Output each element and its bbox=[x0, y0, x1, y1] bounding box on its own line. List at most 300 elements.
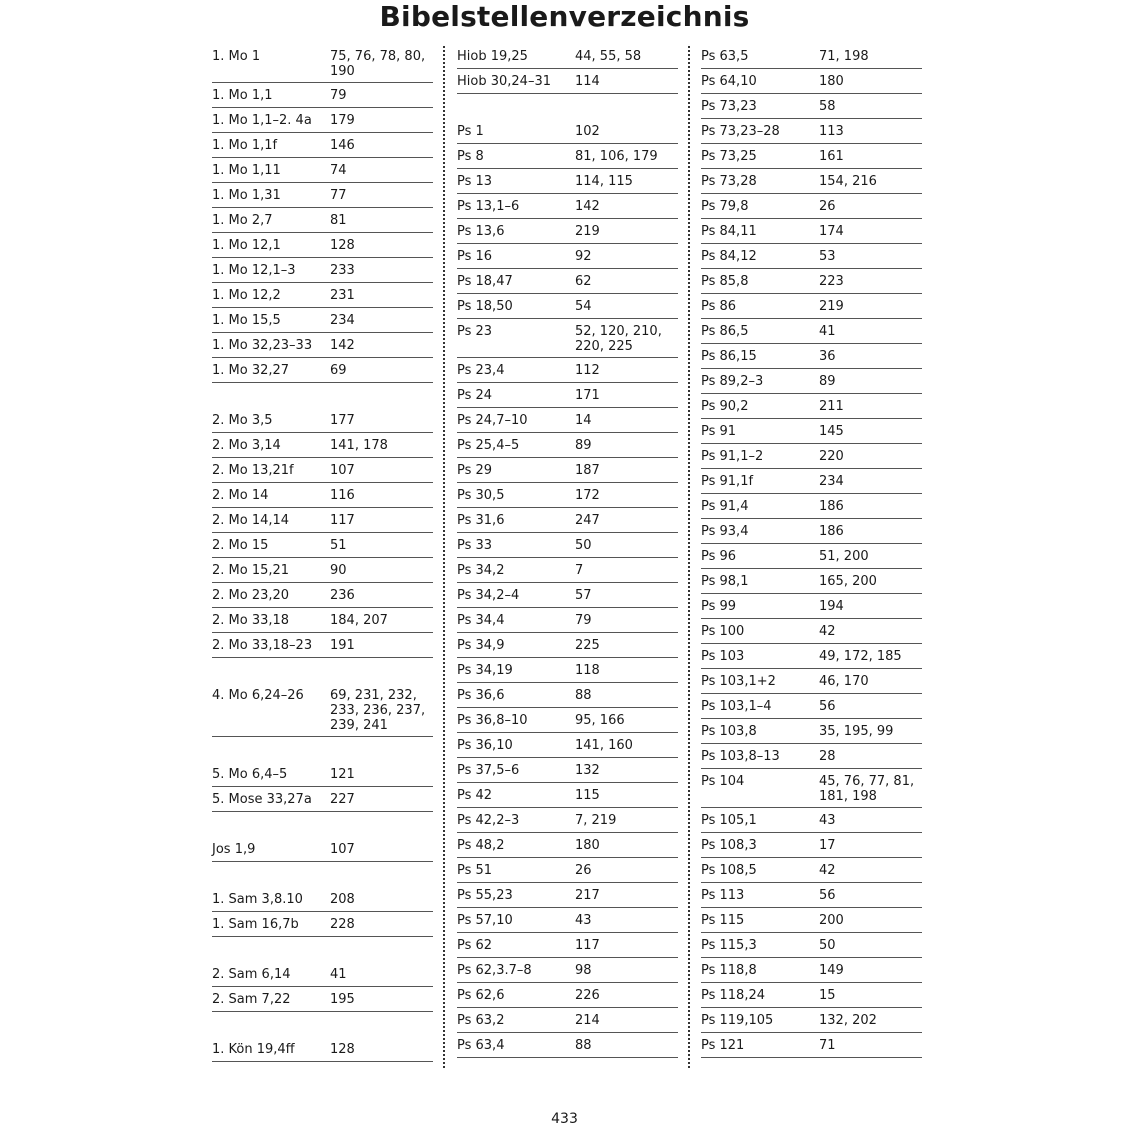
index-entry bbox=[212, 283, 433, 308]
index-entry bbox=[212, 333, 433, 358]
index-entry bbox=[701, 419, 922, 444]
index-entry bbox=[457, 533, 678, 558]
bible-reference: 1. Mo 1,1 bbox=[212, 88, 273, 103]
bible-reference: Ps 63,5 bbox=[701, 49, 749, 64]
page-references: 128 bbox=[330, 238, 355, 253]
index-entry bbox=[457, 508, 678, 533]
page-references: 142 bbox=[575, 199, 600, 214]
index-entry bbox=[212, 608, 433, 633]
page-references: 179 bbox=[330, 113, 355, 128]
page-references: 50 bbox=[819, 938, 836, 953]
index-column-1 bbox=[212, 44, 433, 1062]
page-references: 58 bbox=[819, 99, 836, 114]
index-entry bbox=[701, 94, 922, 119]
index-entry bbox=[701, 369, 922, 394]
index-entry bbox=[701, 744, 922, 769]
index-entry bbox=[701, 544, 922, 569]
page-references: 161 bbox=[819, 149, 844, 164]
bible-reference: Ps 86,5 bbox=[701, 324, 749, 339]
bible-reference: 1. Mo 1,31 bbox=[212, 188, 281, 203]
page-references: 69 bbox=[330, 363, 347, 378]
section-spacer bbox=[212, 737, 433, 762]
bible-reference: Ps 34,9 bbox=[457, 638, 505, 653]
index-entry bbox=[212, 133, 433, 158]
index-entry bbox=[457, 683, 678, 708]
index-entry bbox=[457, 708, 678, 733]
index-entry bbox=[701, 908, 922, 933]
bible-reference: Ps 98,1 bbox=[701, 574, 749, 589]
page-references: 114 bbox=[575, 74, 600, 89]
page-references: 62 bbox=[575, 274, 592, 289]
bible-reference: Ps 73,23 bbox=[701, 99, 757, 114]
page-references: 145 bbox=[819, 424, 844, 439]
index-entry bbox=[212, 183, 433, 208]
index-entry bbox=[701, 469, 922, 494]
page-references: 177 bbox=[330, 413, 355, 428]
index-entry bbox=[457, 244, 678, 269]
bible-reference: Ps 13,1–6 bbox=[457, 199, 520, 214]
page-references: 53 bbox=[819, 249, 836, 264]
index-entry bbox=[457, 169, 678, 194]
page-references: 128 bbox=[330, 1042, 355, 1057]
page-references: 141, 178 bbox=[330, 438, 388, 453]
page-references: 26 bbox=[575, 863, 592, 878]
page-references: 234 bbox=[819, 474, 844, 489]
page-references: 116 bbox=[330, 488, 355, 503]
page-references: 43 bbox=[575, 913, 592, 928]
page-references: 180 bbox=[819, 74, 844, 89]
bible-reference: Ps 36,10 bbox=[457, 738, 513, 753]
bible-reference: Ps 24,7–10 bbox=[457, 413, 528, 428]
bible-reference: 2. Mo 14,14 bbox=[212, 513, 290, 528]
bible-reference: Ps 104 bbox=[701, 774, 745, 789]
page-references: 74 bbox=[330, 163, 347, 178]
page-references: 98 bbox=[575, 963, 592, 978]
page-references: 51, 200 bbox=[819, 549, 869, 564]
page-references: 42 bbox=[819, 863, 836, 878]
index-entry bbox=[457, 583, 678, 608]
index-entry bbox=[701, 958, 922, 983]
page-references: 42 bbox=[819, 624, 836, 639]
index-entry bbox=[701, 494, 922, 519]
column-divider bbox=[443, 46, 445, 1068]
index-entry bbox=[457, 783, 678, 808]
page-references: 35, 195, 99 bbox=[819, 724, 894, 739]
index-entry bbox=[212, 308, 433, 333]
bible-reference: 2. Mo 15,21 bbox=[212, 563, 290, 578]
page-references: 49, 172, 185 bbox=[819, 649, 902, 664]
index-entry bbox=[457, 983, 678, 1008]
page-references: 186 bbox=[819, 499, 844, 514]
bible-reference: Ps 93,4 bbox=[701, 524, 749, 539]
page-references: 208 bbox=[330, 892, 355, 907]
page-references: 71 bbox=[819, 1038, 836, 1053]
index-entry bbox=[212, 533, 433, 558]
index-entry bbox=[212, 233, 433, 258]
page-references: 102 bbox=[575, 124, 600, 139]
page-references: 154, 216 bbox=[819, 174, 877, 189]
index-entry bbox=[701, 269, 922, 294]
bible-reference: Ps 85,8 bbox=[701, 274, 749, 289]
page-references: 115 bbox=[575, 788, 600, 803]
bible-reference: Ps 90,2 bbox=[701, 399, 749, 414]
index-entry bbox=[212, 787, 433, 812]
page-references: 118 bbox=[575, 663, 600, 678]
index-entry bbox=[457, 758, 678, 783]
bible-reference: Ps 18,47 bbox=[457, 274, 513, 289]
page-references: 54 bbox=[575, 299, 592, 314]
bible-reference: Ps 62,3.7–8 bbox=[457, 963, 532, 978]
bible-reference: 2. Sam 6,14 bbox=[212, 967, 291, 982]
index-entry bbox=[212, 762, 433, 787]
page-references: 90 bbox=[330, 563, 347, 578]
index-entry bbox=[457, 1008, 678, 1033]
section-spacer bbox=[212, 658, 433, 683]
index-column-3 bbox=[701, 44, 922, 1058]
page-references: 41 bbox=[819, 324, 836, 339]
index-entry bbox=[212, 558, 433, 583]
page-references: 194 bbox=[819, 599, 844, 614]
index-entry bbox=[701, 933, 922, 958]
index-entry bbox=[457, 144, 678, 169]
bible-reference: Ps 37,5–6 bbox=[457, 763, 520, 778]
bible-reference: 1. Kön 19,4ff bbox=[212, 1042, 295, 1057]
bible-reference: Ps 84,12 bbox=[701, 249, 757, 264]
bible-reference: Hiob 19,25 bbox=[457, 49, 528, 64]
page-references: 43 bbox=[819, 813, 836, 828]
bible-reference: Ps 113 bbox=[701, 888, 745, 903]
index-entry bbox=[701, 883, 922, 908]
bible-reference: Ps 64,10 bbox=[701, 74, 757, 89]
index-entry bbox=[212, 208, 433, 233]
index-entry bbox=[212, 962, 433, 987]
page-references: 219 bbox=[819, 299, 844, 314]
index-entry bbox=[212, 1037, 433, 1062]
bible-reference: 1. Mo 1 bbox=[212, 49, 261, 64]
bible-reference: Ps 13,6 bbox=[457, 224, 505, 239]
index-column-2 bbox=[457, 44, 678, 1058]
page-references: 92 bbox=[575, 249, 592, 264]
index-entry bbox=[457, 294, 678, 319]
page-references: 172 bbox=[575, 488, 600, 503]
page-references: 69, 231, 232, 233, 236, 237, 239, 241 bbox=[330, 688, 426, 733]
page-references: 79 bbox=[575, 613, 592, 628]
index-entry bbox=[701, 719, 922, 744]
index-entry bbox=[701, 858, 922, 883]
page-references: 132 bbox=[575, 763, 600, 778]
page-references: 200 bbox=[819, 913, 844, 928]
bible-reference: Ps 118,24 bbox=[701, 988, 766, 1003]
index-entry bbox=[457, 69, 678, 94]
bible-reference: Ps 57,10 bbox=[457, 913, 513, 928]
index-entry bbox=[212, 408, 433, 433]
bible-reference: 1. Mo 12,1–3 bbox=[212, 263, 296, 278]
page-references: 77 bbox=[330, 188, 347, 203]
page-references: 180 bbox=[575, 838, 600, 853]
bible-reference: Ps 48,2 bbox=[457, 838, 505, 853]
index-entry bbox=[701, 69, 922, 94]
bible-reference: Ps 16 bbox=[457, 249, 493, 264]
bible-reference: Ps 51 bbox=[457, 863, 493, 878]
page-references: 149 bbox=[819, 963, 844, 978]
index-entry bbox=[701, 808, 922, 833]
bible-reference: Ps 30,5 bbox=[457, 488, 505, 503]
bible-reference: Hiob 30,24–31 bbox=[457, 74, 551, 89]
page-references: 146 bbox=[330, 138, 355, 153]
page-references: 195 bbox=[330, 992, 355, 1007]
bible-reference: Ps 63,4 bbox=[457, 1038, 505, 1053]
section-spacer bbox=[212, 862, 433, 887]
bible-reference: Ps 42,2–3 bbox=[457, 813, 520, 828]
index-entry bbox=[701, 44, 922, 69]
page-references: 56 bbox=[819, 888, 836, 903]
page-references: 219 bbox=[575, 224, 600, 239]
index-entry bbox=[701, 219, 922, 244]
bible-reference: Ps 33 bbox=[457, 538, 493, 553]
page-references: 121 bbox=[330, 767, 355, 782]
index-entry bbox=[701, 194, 922, 219]
index-entry bbox=[701, 644, 922, 669]
index-entry bbox=[457, 219, 678, 244]
bible-reference: Ps 86,15 bbox=[701, 349, 757, 364]
page-references: 51 bbox=[330, 538, 347, 553]
page-references: 26 bbox=[819, 199, 836, 214]
bible-reference: 1. Mo 15,5 bbox=[212, 313, 281, 328]
index-entry bbox=[457, 44, 678, 69]
bible-reference: Ps 73,23–28 bbox=[701, 124, 780, 139]
page-references: 46, 170 bbox=[819, 674, 869, 689]
index-entry bbox=[212, 44, 433, 83]
bible-reference: Ps 91,1–2 bbox=[701, 449, 764, 464]
page-references: 107 bbox=[330, 842, 355, 857]
page-references: 227 bbox=[330, 792, 355, 807]
page-references: 36 bbox=[819, 349, 836, 364]
bible-reference: Ps 99 bbox=[701, 599, 737, 614]
bible-reference: Ps 108,3 bbox=[701, 838, 757, 853]
bible-reference: Ps 34,2–4 bbox=[457, 588, 520, 603]
page-references: 114, 115 bbox=[575, 174, 633, 189]
bible-reference: 1. Mo 12,2 bbox=[212, 288, 281, 303]
index-entry bbox=[212, 887, 433, 912]
page-references: 15 bbox=[819, 988, 836, 1003]
bible-reference: Ps 34,4 bbox=[457, 613, 505, 628]
index-entry bbox=[701, 319, 922, 344]
index-entry bbox=[212, 987, 433, 1012]
page-references: 214 bbox=[575, 1013, 600, 1028]
index-entry bbox=[457, 958, 678, 983]
index-entry bbox=[457, 383, 678, 408]
bible-reference: Ps 103,8–13 bbox=[701, 749, 780, 764]
column-divider bbox=[688, 46, 690, 1068]
bible-reference: Ps 29 bbox=[457, 463, 493, 478]
section-spacer bbox=[212, 812, 433, 837]
bible-reference: 1. Mo 32,23–33 bbox=[212, 338, 313, 353]
bible-reference: Ps 36,6 bbox=[457, 688, 505, 703]
index-entry bbox=[457, 358, 678, 383]
index-entry bbox=[457, 1033, 678, 1058]
page-number: 433 bbox=[551, 1111, 578, 1127]
bible-reference: Ps 34,2 bbox=[457, 563, 505, 578]
bible-reference: Ps 36,8–10 bbox=[457, 713, 528, 728]
bible-reference: Ps 8 bbox=[457, 149, 484, 164]
bible-reference: 1. Mo 32,27 bbox=[212, 363, 290, 378]
bible-reference: Ps 91,4 bbox=[701, 499, 749, 514]
index-entry bbox=[457, 319, 678, 358]
page-references: 233 bbox=[330, 263, 355, 278]
page-references: 132, 202 bbox=[819, 1013, 877, 1028]
bible-reference: Ps 86 bbox=[701, 299, 737, 314]
page-references: 187 bbox=[575, 463, 600, 478]
bible-reference: Ps 100 bbox=[701, 624, 745, 639]
section-spacer bbox=[457, 94, 678, 119]
bible-reference: Ps 31,6 bbox=[457, 513, 505, 528]
index-entry bbox=[701, 119, 922, 144]
bible-reference: Ps 103,1+2 bbox=[701, 674, 776, 689]
page-references: 226 bbox=[575, 988, 600, 1003]
bible-reference: Ps 24 bbox=[457, 388, 493, 403]
page-references: 17 bbox=[819, 838, 836, 853]
index-entry bbox=[212, 358, 433, 383]
page-references: 174 bbox=[819, 224, 844, 239]
page-references: 117 bbox=[330, 513, 355, 528]
index-entry bbox=[701, 619, 922, 644]
page-references: 44, 55, 58 bbox=[575, 49, 642, 64]
bible-reference: Ps 118,8 bbox=[701, 963, 757, 978]
page-references: 88 bbox=[575, 1038, 592, 1053]
index-entry bbox=[212, 508, 433, 533]
bible-reference: Ps 55,23 bbox=[457, 888, 513, 903]
bible-reference: Ps 91 bbox=[701, 424, 737, 439]
bible-reference: Ps 79,8 bbox=[701, 199, 749, 214]
page-references: 234 bbox=[330, 313, 355, 328]
index-entry bbox=[212, 633, 433, 658]
section-spacer bbox=[212, 383, 433, 408]
page-references: 7, 219 bbox=[575, 813, 617, 828]
index-entry bbox=[457, 658, 678, 683]
index-entry bbox=[701, 983, 922, 1008]
section-spacer bbox=[212, 1012, 433, 1037]
index-entry bbox=[212, 258, 433, 283]
bible-reference: Ps 62,6 bbox=[457, 988, 505, 1003]
index-entry bbox=[457, 119, 678, 144]
page-references: 107 bbox=[330, 463, 355, 478]
page-references: 191 bbox=[330, 638, 355, 653]
index-entry bbox=[457, 933, 678, 958]
page-references: 186 bbox=[819, 524, 844, 539]
bible-reference: 1. Sam 16,7b bbox=[212, 917, 299, 932]
page-references: 247 bbox=[575, 513, 600, 528]
bible-reference: Ps 42 bbox=[457, 788, 493, 803]
index-entry bbox=[457, 458, 678, 483]
page-references: 231 bbox=[330, 288, 355, 303]
index-entry bbox=[701, 694, 922, 719]
index-entry bbox=[701, 394, 922, 419]
page-references: 28 bbox=[819, 749, 836, 764]
page-references: 165, 200 bbox=[819, 574, 877, 589]
bible-reference: 5. Mose 33,27a bbox=[212, 792, 312, 807]
bible-reference: 1. Mo 2,7 bbox=[212, 213, 273, 228]
bible-reference: 2. Mo 13,21f bbox=[212, 463, 294, 478]
index-entry bbox=[701, 444, 922, 469]
page-references: 112 bbox=[575, 363, 600, 378]
index-entry bbox=[457, 194, 678, 219]
bible-reference: 2. Mo 3,5 bbox=[212, 413, 273, 428]
page-references: 45, 76, 77, 81, 181, 198 bbox=[819, 774, 915, 804]
bible-reference: 1. Mo 1,1f bbox=[212, 138, 278, 153]
bible-reference: 2. Mo 23,20 bbox=[212, 588, 290, 603]
bible-reference: Jos 1,9 bbox=[212, 842, 256, 857]
bible-reference: 1. Mo 1,11 bbox=[212, 163, 281, 178]
bible-reference: 2. Mo 15 bbox=[212, 538, 269, 553]
bible-reference: Ps 103 bbox=[701, 649, 745, 664]
bible-reference: Ps 34,19 bbox=[457, 663, 513, 678]
bible-reference: 2. Sam 7,22 bbox=[212, 992, 291, 1007]
index-entry bbox=[212, 683, 433, 737]
index-entry bbox=[457, 483, 678, 508]
bible-reference: 2. Mo 33,18–23 bbox=[212, 638, 313, 653]
index-entry bbox=[701, 1033, 922, 1058]
page-references: 228 bbox=[330, 917, 355, 932]
bible-reference: 5. Mo 6,4–5 bbox=[212, 767, 288, 782]
page-references: 141, 160 bbox=[575, 738, 633, 753]
index-entry bbox=[212, 433, 433, 458]
page-references: 81, 106, 179 bbox=[575, 149, 658, 164]
index-entry bbox=[701, 169, 922, 194]
bible-reference: Ps 103,1–4 bbox=[701, 699, 772, 714]
index-entry bbox=[457, 408, 678, 433]
page-references: 14 bbox=[575, 413, 592, 428]
index-entry bbox=[457, 633, 678, 658]
bible-reference: Ps 62 bbox=[457, 938, 493, 953]
page-references: 89 bbox=[575, 438, 592, 453]
page-references: 52, 120, 210, 220, 225 bbox=[575, 324, 662, 354]
index-entry bbox=[212, 912, 433, 937]
index-entry bbox=[701, 144, 922, 169]
page-references: 50 bbox=[575, 538, 592, 553]
index-entry bbox=[701, 833, 922, 858]
page-references: 117 bbox=[575, 938, 600, 953]
bible-reference: Ps 105,1 bbox=[701, 813, 757, 828]
bible-reference: Ps 119,105 bbox=[701, 1013, 774, 1028]
page-references: 75, 76, 78, 80, 190 bbox=[330, 49, 426, 79]
index-entry bbox=[212, 583, 433, 608]
bible-reference: Ps 63,2 bbox=[457, 1013, 505, 1028]
bible-reference: 1. Sam 3,8.10 bbox=[212, 892, 303, 907]
bible-reference: Ps 115 bbox=[701, 913, 745, 928]
page-references: 81 bbox=[330, 213, 347, 228]
page-references: 41 bbox=[330, 967, 347, 982]
section-spacer bbox=[212, 937, 433, 962]
page-references: 211 bbox=[819, 399, 844, 414]
page-references: 95, 166 bbox=[575, 713, 625, 728]
index-entry bbox=[701, 569, 922, 594]
index-entry bbox=[457, 883, 678, 908]
page-references: 223 bbox=[819, 274, 844, 289]
index-entry bbox=[701, 769, 922, 808]
bible-reference: 2. Mo 14 bbox=[212, 488, 269, 503]
index-entry bbox=[457, 269, 678, 294]
index-entry bbox=[212, 83, 433, 108]
index-entry bbox=[457, 433, 678, 458]
page-references: 113 bbox=[819, 124, 844, 139]
bible-reference: Ps 115,3 bbox=[701, 938, 757, 953]
index-entry bbox=[457, 733, 678, 758]
page-references: 142 bbox=[330, 338, 355, 353]
bible-reference: 2. Mo 33,18 bbox=[212, 613, 290, 628]
index-entry bbox=[212, 483, 433, 508]
bible-reference: Ps 84,11 bbox=[701, 224, 757, 239]
bible-reference: 1. Mo 12,1 bbox=[212, 238, 281, 253]
